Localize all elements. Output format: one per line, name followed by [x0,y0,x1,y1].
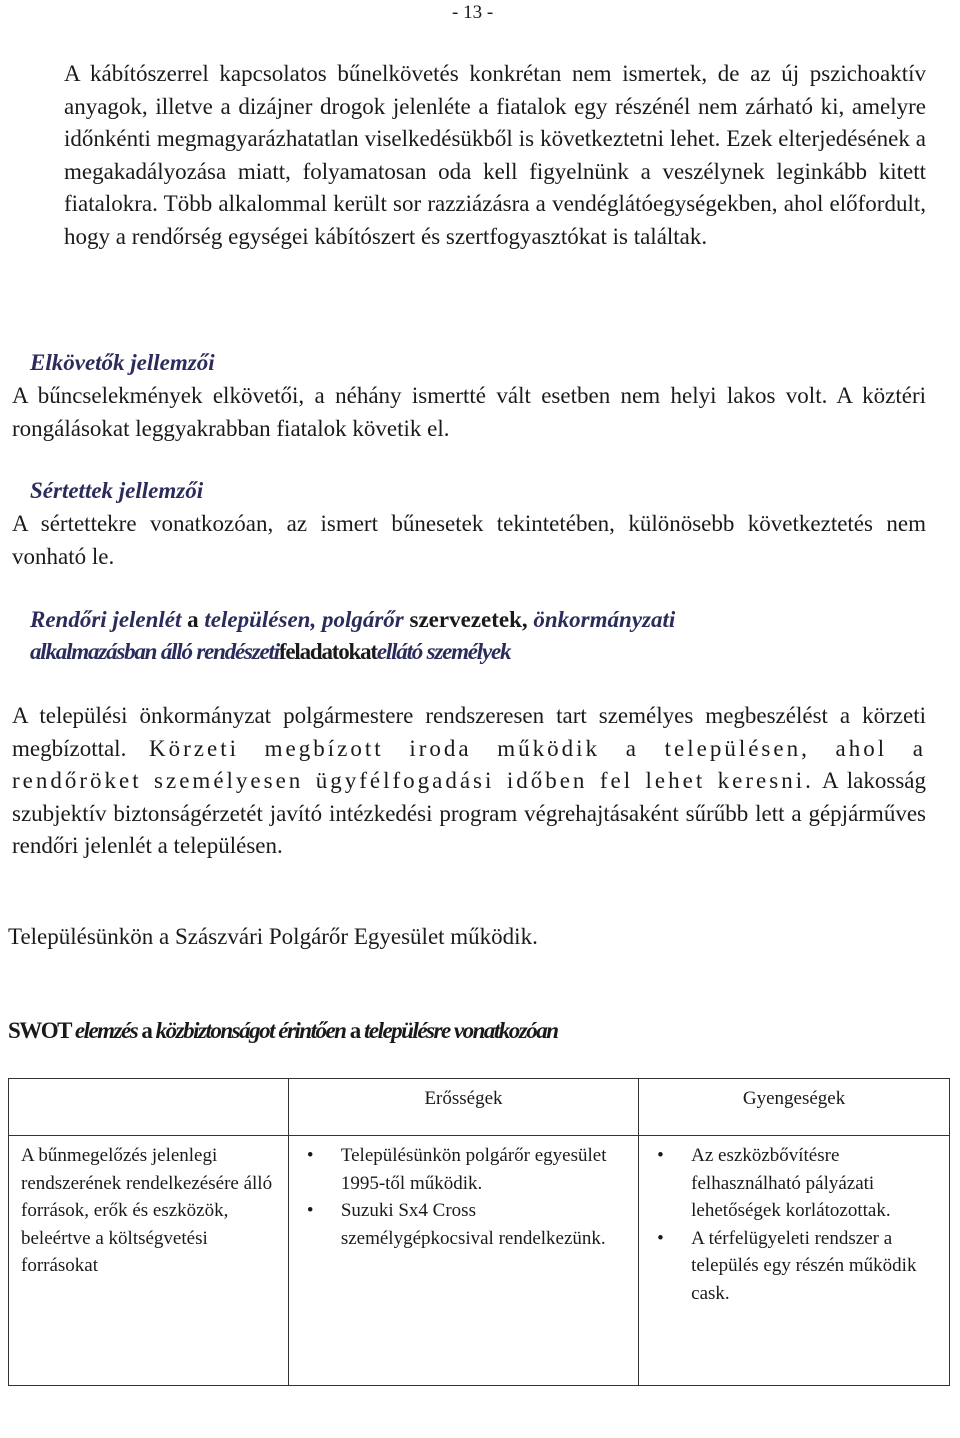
heading-police-line2a: alkalmazásban álló rendészeti [30,639,279,664]
swot-title-part: településre vonatkozóan [363,1018,558,1043]
list-item: • A térfelügyeleti rendszer a település egy részén működik cask. [691,1225,939,1308]
heading-police-part: a [187,607,199,632]
swot-header-weaknesses: Gyengeségek [639,1079,950,1136]
paragraph-victims: A sértettekre vonatkozóan, az ismert bűnesetek tekintetében, különösebb következtetés nem vonható le. [12,511,926,569]
paragraph-perpetrators: A bűncselekmények elkövetői, a néhány ismertté vált esetben nem helyi lakos volt. A köztéri rongálásokat leggyakrabban fiatalok követik el. [12,383,926,441]
paragraph-drugs: A kábítószerrel kapcsolatos bűnelkövetés konkrétan nem ismertek, de az új pszichoaktív anyagok, illetve a dizájner drogok jelenléte a fiatalok egy részénél nem zárható ki, amelyre időnkénti megmagyarázhatatlan viselkedésükből is következtetni lehet. Ezek elterjedésének a megakadályozása miatt, folyamatosan oda kell figyelnünk a veszélynek leginkább kitett fiatalokra. Több alkalommal került sor razziázásra a vendéglátóegységekben, ahol előfordult, hogy a rendőrség egységei kábítószert és szertfogyasztókat is találtak. [64,61,926,249]
list-item: • Az eszközbővítésre felhasználható pályázati lehetőségek korlátozottak. [691,1142,939,1225]
swot-header-row [9,1079,950,1136]
page-number: - 13 - [452,2,494,23]
heading-police-line2c: ellátó személyek [376,639,511,664]
heading-police-line2b: feladatokat [278,639,377,664]
heading-perpetrators: Elkövetők jellemzői [30,350,215,375]
swot-title-part: közbiztonságot érintően [155,1018,346,1043]
swot-title [8,1018,558,1044]
swot-row [9,1136,950,1386]
swot-header-strengths: Erősségek [288,1079,638,1136]
swot-title-part: SWOT [8,1018,71,1043]
swot-title-part: elemzés [74,1018,138,1043]
paragraph-police-a: A települési önkormányzat polgármestere rendszeresen tart személyes megbeszélést a körzeti megbízottal. [12,703,926,761]
swot-title-part: a [349,1018,360,1043]
heading-victims: Sértettek jellemzői [30,478,204,503]
heading-police-part: polgárőr [321,607,404,632]
heading-police-part: Rendőri jelenlét [30,607,182,632]
heading-police-part: szervezetek, [409,607,528,632]
swot-empty-cell [9,1079,289,1136]
paragraph-police-spaced: Körzeti megbízott iroda működik a településen, ahol a rendőröket személyesen ügyfélfogadási időben fel lehet keresni. [12,735,927,794]
swot-weaknesses-cell [639,1136,950,1386]
swot-table [8,1078,950,1386]
paragraph-civil-guard: Településünkön a Szászvári Polgárőr Egyesület működik. [8,924,538,949]
list-item: • Településünkön polgárőr egyesület 1995-től működik. [341,1142,628,1197]
heading-police-part: önkormányzati [533,607,676,632]
swot-title-part: a [141,1018,152,1043]
swot-strengths-cell [288,1136,638,1386]
heading-police-presence [30,604,675,668]
paragraph-police [12,700,926,863]
paragraph-police-b: A lakosság szubjektív biztonságérzetét javító intézkedési program végrehajtásaként sűrűbb lett a gépjárműves rendőri jelenlét a településen. [12,768,926,859]
list-item: • Suzuki Sx4 Cross személygépkocsival rendelkezünk. [341,1197,628,1252]
swot-row-label: A bűnmegelőzés jelenlegi rendszerének rendelkezésére álló források, erők és eszközök, beleértve a költségvetési forrásokat [9,1136,289,1386]
heading-police-part: településen, [204,607,317,632]
